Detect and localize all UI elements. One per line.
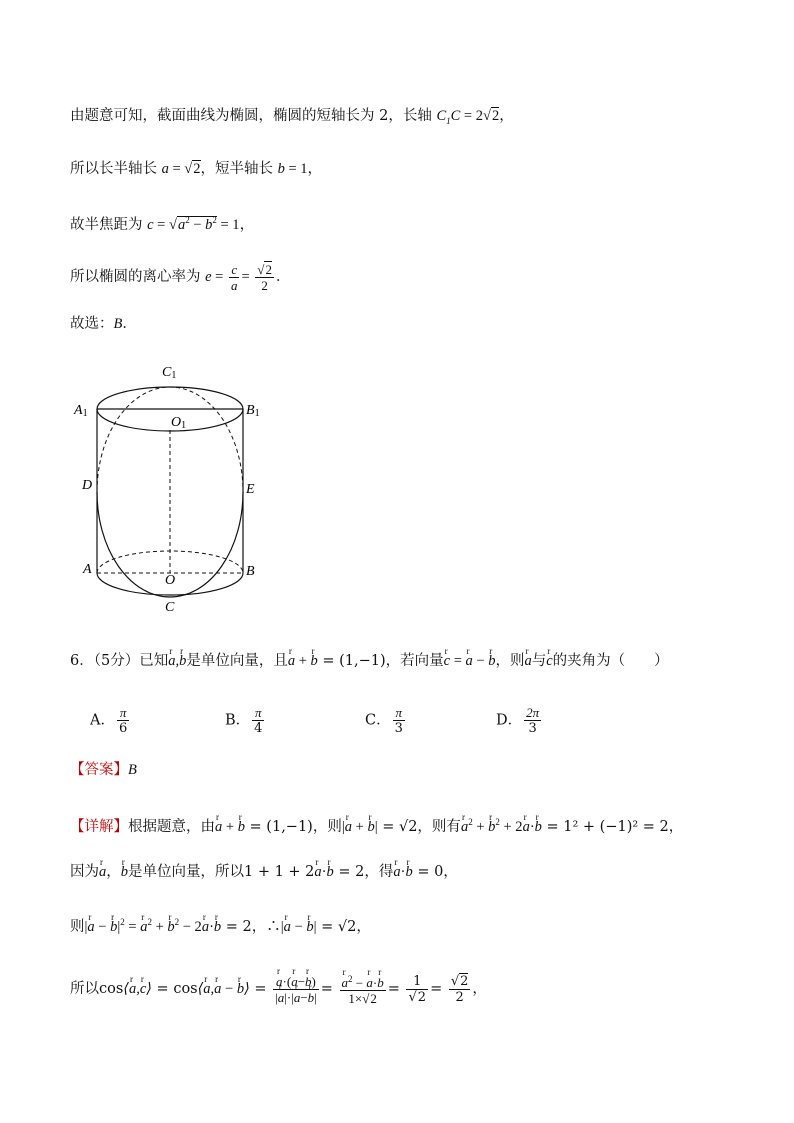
math-b: b = 1 [277,161,308,177]
vec-a: r a [524,651,531,671]
choice-value: B [113,316,123,332]
solution-choice [70,314,137,334]
cylinder-figure [70,362,280,622]
math: |r a − r b| [281,919,317,935]
option-num: 2π [526,705,540,720]
text: = 2，∴ [225,918,281,935]
label-A1: A1 [74,403,88,419]
answer-line [70,760,137,780]
math: r a [99,862,106,882]
option-a[interactable] [90,705,131,736]
detail-line-1 [70,812,683,837]
label-B: B [246,564,255,579]
text: ， [472,981,487,998]
solution-line-4 [70,262,290,293]
label-B1: B1 [246,403,260,419]
text: 的夹角为（ ） [552,653,669,669]
text: 所以 [70,981,99,998]
math: |r a − r $b|^2 = r$ $a^2 + r$ $b^2 - 2r$ a·r b [85,919,222,935]
option-den: 4 [254,721,263,736]
math: |r a + r b| [342,819,378,835]
label-D: D [82,478,93,493]
text: 所以椭圆的离心率为 [70,268,206,285]
text: 是单位向量，且 [186,653,288,669]
label-O1: O1 [171,415,187,431]
option-d[interactable] [496,705,543,736]
solution-line-3 [70,210,254,235]
answer-value: B [128,762,137,778]
text: ，短半轴长 [200,161,278,177]
vec-sum: r a + r b [288,653,318,669]
vec-ab: r a,r b [168,653,186,669]
vec-c: r c [546,651,552,671]
text: 是单位向量，所以 [128,864,244,880]
math: r a·r b [393,864,412,880]
text: ． [275,268,291,285]
detail-line-2: 因为r a，r b是单位向量，所以1 + 1 + 2r a·r b = 2，得r a·r b = 0， [70,862,458,882]
option-letter: A． [90,712,115,729]
text: = 2，得 [338,864,394,880]
option-num: π [393,705,405,721]
math-cos: cos⟨r a,r c⟩ = cos⟨r a,r a − r b⟩ = r $\frac{\text{a·(r a−r b)}}{\text{|r a|·|r a−r b|}}$ = r $\frac{a^2 - r a\cdot r b}{1\times√2}$ = $\frac{1}{√2}$ = $\frac{√2}{2}$ [99,981,472,997]
text: = 1² + (−1)² = 2， [546,818,684,835]
math-e: e = $\frac{c}{a}$ = $\frac{√2}{2}$ [205,262,272,293]
text: = 0， [417,864,458,880]
answer-label: 【答案】 [70,762,128,778]
text: 则 [70,918,85,935]
text: ， [307,161,323,177]
option-den: 3 [528,721,537,736]
math-c: $c = √a^2 - b^2 = 1$ [147,215,240,233]
text: ， [239,216,255,233]
math: r a + r b [215,819,245,835]
option-den: 6 [118,721,128,736]
detail-line-3 [70,912,371,937]
text: 1 + 1 + 2 [244,864,315,880]
text: 所以长半轴长 [70,161,162,177]
text: 因为 [70,864,99,880]
bottom-ellipse-back [97,551,243,573]
option-c[interactable] [365,705,407,736]
option-num: π [252,705,264,721]
vec-c-def: r c = r a − r b [444,653,496,669]
label-C1: C1 [162,365,177,381]
text: = (1,−1) [322,653,386,669]
detail-label: 【详解】 [70,818,128,835]
text: 根据题意，由 [128,818,215,835]
text: 故选： [70,316,114,332]
text: = √2，则有 [382,818,461,835]
text: ． [122,316,137,332]
option-num: π [117,705,129,721]
solution-line-1 [70,106,514,131]
label-C: C [165,600,175,615]
question-6 [70,651,669,671]
option-b[interactable] [225,705,266,736]
math-a: a = √2 [161,161,201,177]
text: = (1,−1)，则 [249,818,342,835]
option-letter: B． [225,712,251,729]
text: 由题意可知，截面曲线为椭圆，椭圆的短轴长为 2，长轴 [70,108,437,124]
label-O: O [165,573,176,588]
text: ， [499,108,514,124]
text: = √2， [321,918,371,935]
solution-line-2 [70,159,322,179]
math: r a·r b [314,864,333,880]
detail-line-4 [70,972,487,1006]
math-long-axis: $C_1C = 2√2$ [436,108,500,126]
math: r $a^2 + r$ $b^2 + 2r$ a·r b [461,819,542,835]
label-E: E [246,482,255,497]
text: 故半焦距为 [70,216,148,233]
question-number: 6．（5分）已知 [70,653,169,669]
label-A: A [83,562,92,577]
text: ，若向量 [385,653,444,669]
option-letter: D． [496,712,523,729]
math: r b [121,862,128,882]
text: ，则 [495,653,525,669]
option-den: 3 [394,721,403,736]
text: 与 [531,653,547,669]
option-letter: C． [365,712,391,729]
